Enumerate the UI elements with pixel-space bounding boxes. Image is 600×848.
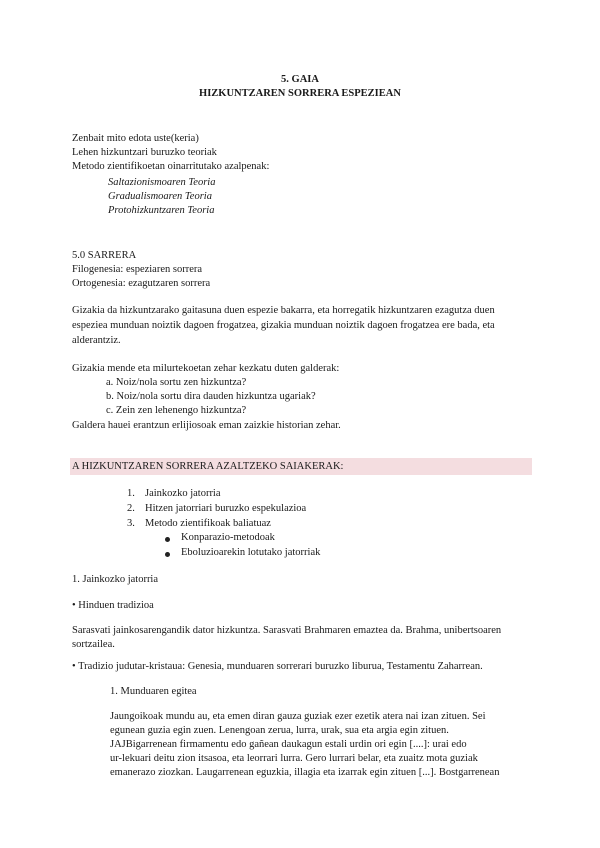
section-a-heading: A HIZKUNTZAREN SORRERA AZALTZEKO SAIAKERAK: xyxy=(72,461,344,472)
theory-item: Saltazionismoaren Teoria xyxy=(108,177,216,188)
question-item: b. Noiz/nola sortu dira dauden hizkuntza ugariak? xyxy=(106,391,316,402)
paragraph-line: espeziea munduan noiztik dagoen frogatzea, gizakia munduan noiztik dagoen frogatzea ere bada, eta xyxy=(72,320,495,331)
quote-line: ur-lekuari deitu zion itsasoa, eta leorrari lurra. Gero lurrari belar, eta zuaitz mota guziak xyxy=(110,753,478,764)
intro-line: Metodo zientifikoetan oinarritutako azalpenak: xyxy=(72,161,270,172)
chapter-number: 5. GAIA xyxy=(281,74,319,85)
definition-line: Ortogenesia: ezagutzaren sorrera xyxy=(72,278,211,289)
theory-item: Protohizkuntzaren Teoria xyxy=(108,205,215,216)
paragraph-line: Gizakia mende eta milurtekoetan zehar kezkatu duten galderak: xyxy=(72,363,340,374)
list-number: 1. xyxy=(127,488,135,499)
definition-line: Filogenesia: espeziaren sorrera xyxy=(72,264,203,275)
chapter-title: HIZKUNTZAREN SORRERA ESPEZIEAN xyxy=(199,88,401,99)
list-number: 2. xyxy=(127,503,135,514)
bullet-item: Eboluzioarekin lotutako jatorriak xyxy=(181,547,321,558)
tradition-line: • Hinduen tradizioa xyxy=(72,600,154,611)
question-item: a. Noiz/nola sortu zen hizkuntza? xyxy=(106,377,247,388)
subsection-heading: 1. Jainkozko jatorria xyxy=(72,574,159,585)
bullet-icon xyxy=(165,552,170,557)
paragraph-line: Gizakia da hizkuntzarako gaitasuna duen espezie bakarra, eta horregatik hizkuntzaren ezagutza duen xyxy=(72,305,495,316)
quote-line: Jaungoikoak mundu au, eta emen diran gauza guziak ezer ezetik atera nai izan zituen. Sei xyxy=(110,711,486,722)
section-heading: 5.0 SARRERA xyxy=(72,250,137,261)
tradition-line: • Tradizio judutar-kristaua: Genesia, munduaren sorrerari buruzko liburua, Testamentu Zaharrean. xyxy=(72,661,483,672)
paragraph-line: alderantziz. xyxy=(72,335,121,346)
bullet-icon xyxy=(165,537,170,542)
quote-line: JAJBigarrenean firmamentu edo gañean daukagun estali urdin ori egin [....]: urai edo xyxy=(110,739,467,750)
question-item: c. Zein zen lehenengo hizkuntza? xyxy=(106,405,247,416)
paragraph-line: Galdera hauei erantzun erlijiosoak eman zaizkie historian zehar. xyxy=(72,420,341,431)
theory-item: Gradualismoaren Teoria xyxy=(108,191,212,202)
bullet-item: Konparazio-metodoak xyxy=(181,532,275,543)
quote-line: egunean guzia egin zuen. Lenengoan zerua, lurra, urak, sua eta argia egin zituen. xyxy=(110,725,449,736)
paragraph-line: Sarasvati jainkosarengandik dator hizkuntza. Sarasvati Brahmaren emaztea da. Brahma, unibertsoaren xyxy=(72,625,502,636)
intro-line: Zenbait mito edota uste(keria) xyxy=(72,133,199,144)
intro-line: Lehen hizkuntzari buruzko teoriak xyxy=(72,147,217,158)
quote-line: emanerazo ziozkan. Laugarrenean eguzkia, illagia eta izarrak egin zituen [...]. Bostgarrenean xyxy=(110,767,500,778)
paragraph-line: sortzailea. xyxy=(72,639,115,650)
list-item: Metodo zientifikoak baliatuaz xyxy=(145,518,271,529)
list-number: 3. xyxy=(127,518,135,529)
list-item: Hitzen jatorriari buruzko espekulazioa xyxy=(145,503,307,514)
sub-heading: 1. Munduaren egitea xyxy=(110,686,197,697)
list-item: Jainkozko jatorria xyxy=(145,488,221,499)
